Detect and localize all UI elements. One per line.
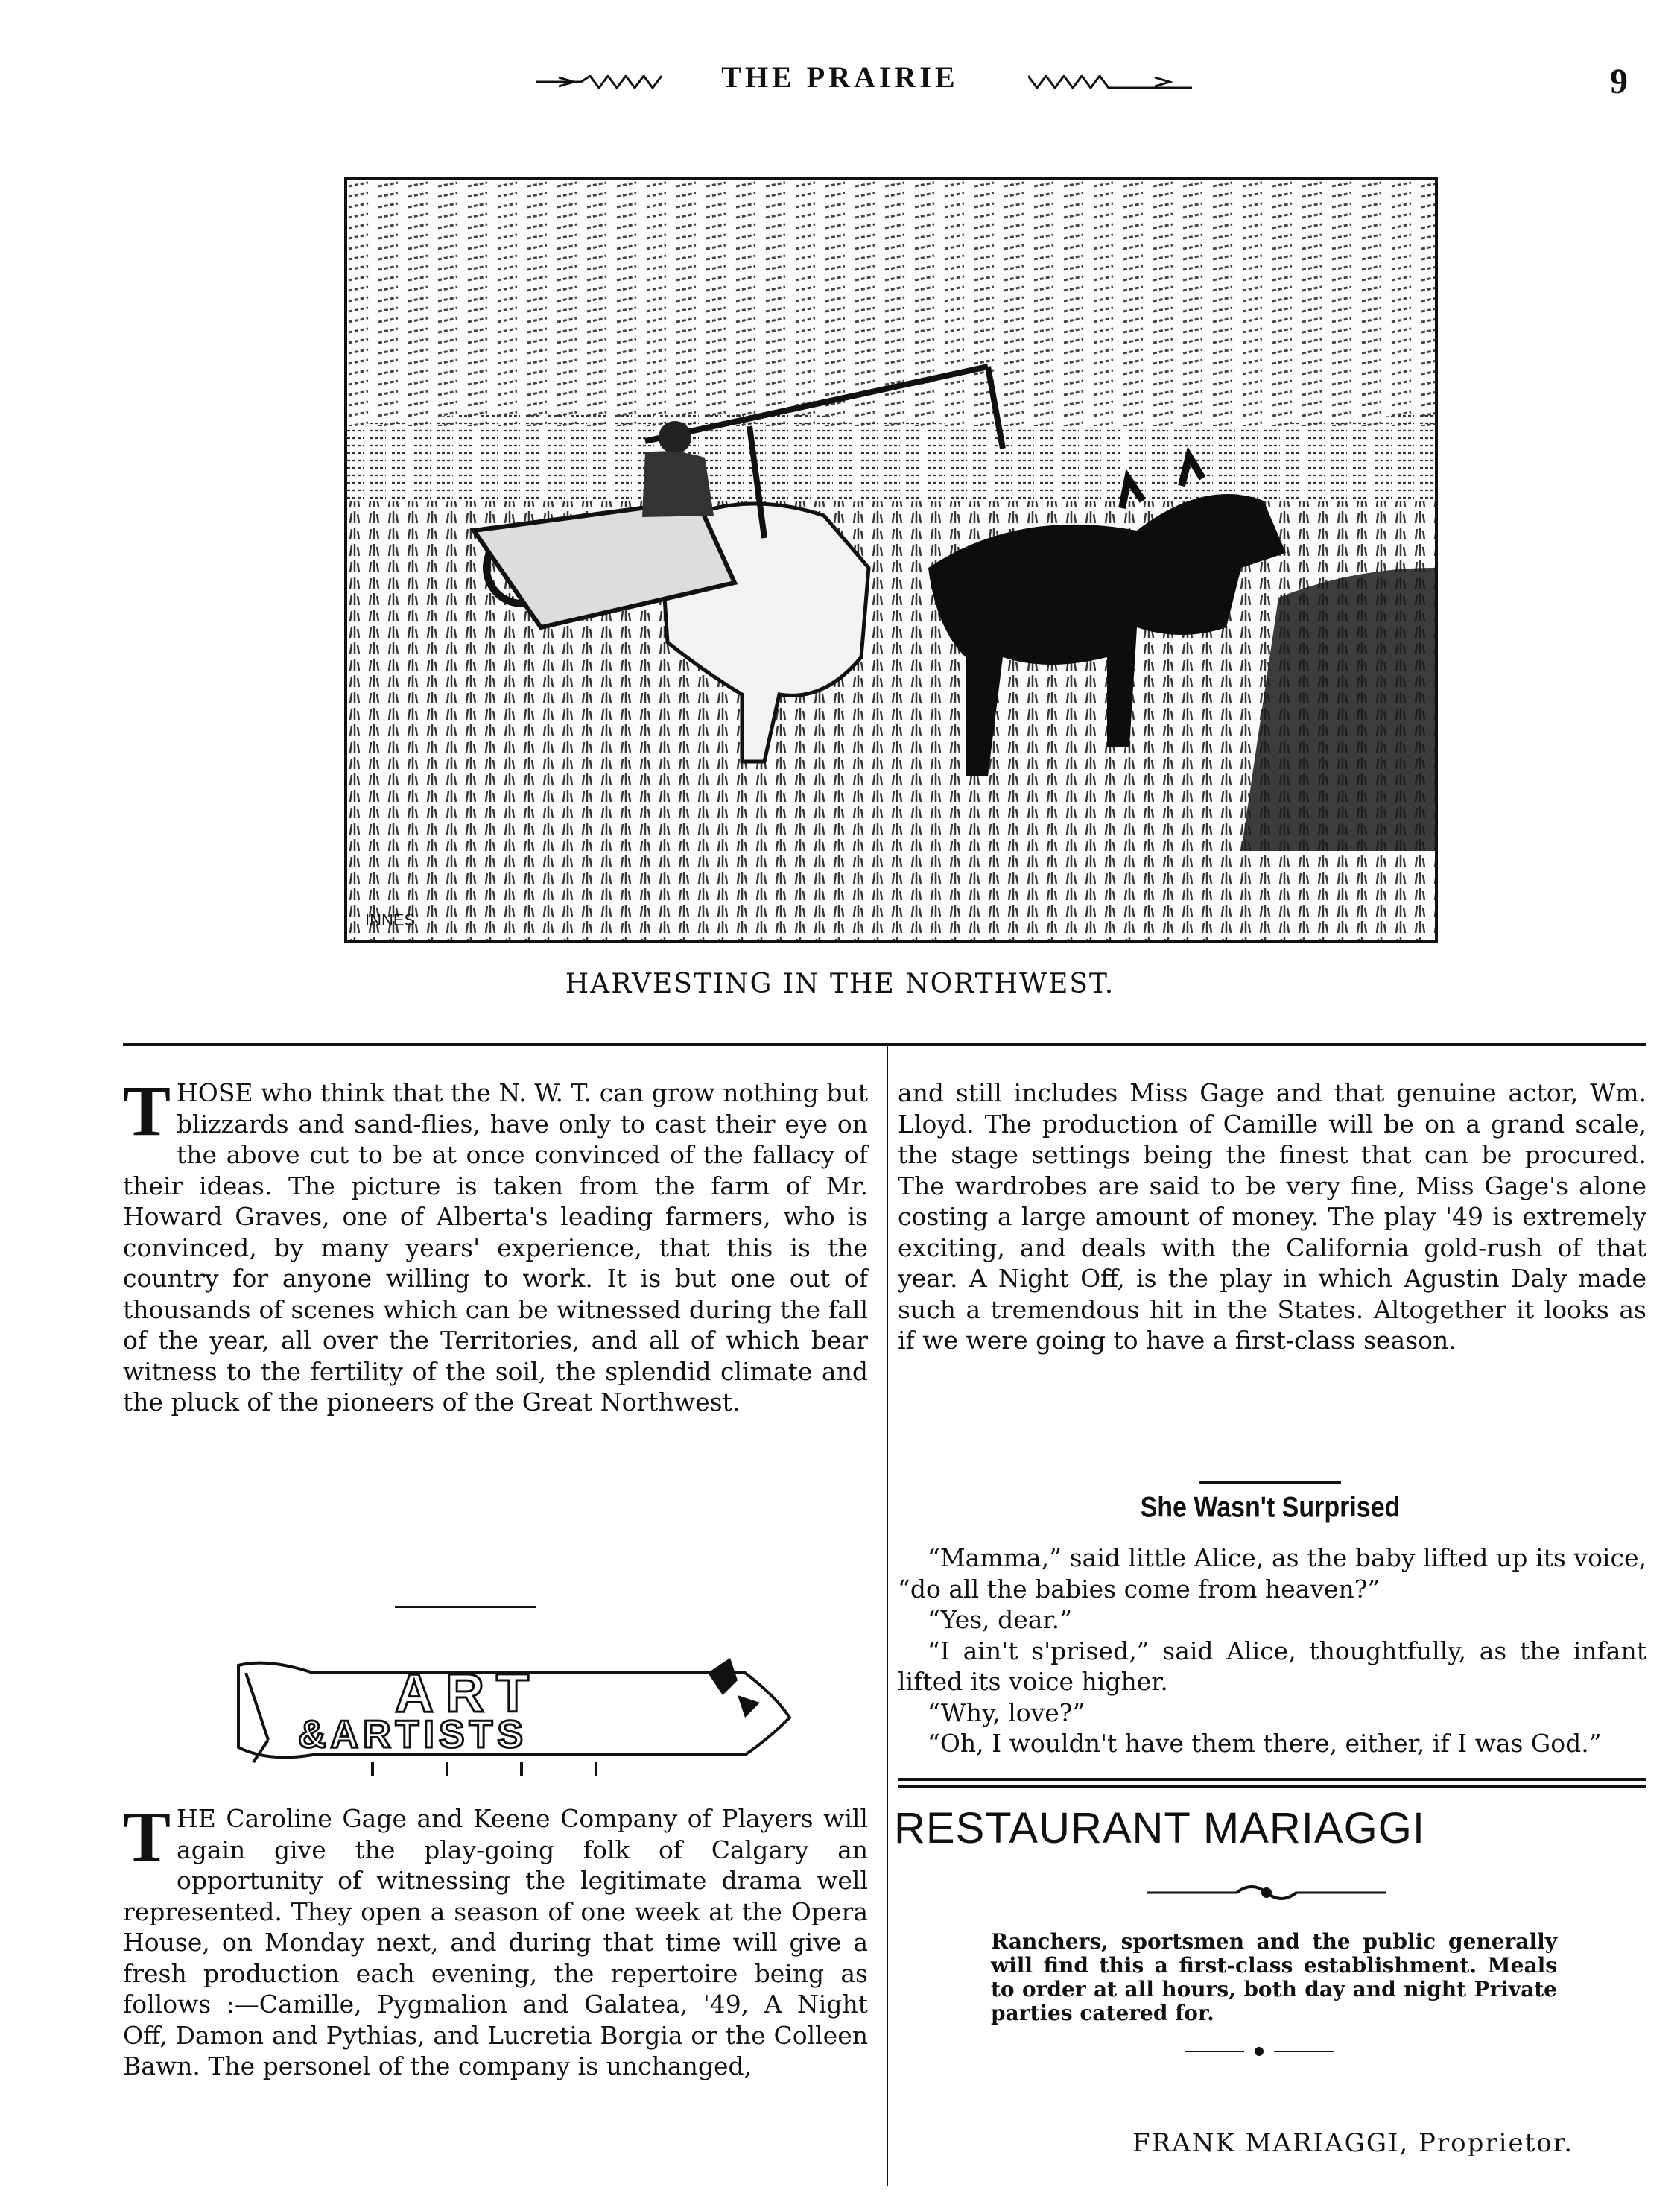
masthead: [0, 60, 1680, 104]
masthead-title: THE PRAIRIE: [721, 60, 959, 94]
banner-artists-text: &ARTISTS: [298, 1713, 527, 1756]
story-line: “Mamma,” said little Alice, as the baby lifted up its voice, “do all the babies come from heaven?”: [898, 1543, 1646, 1604]
advert-ornament: [1147, 1878, 1386, 1908]
story-heading: She Wasn't Surprised: [1140, 1491, 1401, 1524]
article-gage-keene-company: [123, 1797, 868, 2082]
advert-divider-top: [898, 1778, 1646, 1781]
story-line: “Why, love?”: [928, 1697, 1085, 1727]
art-and-artists-banner: [224, 1651, 805, 1777]
caption-divider: [123, 1043, 1646, 1046]
drop-cap: T: [123, 1797, 171, 1876]
column-divider: [887, 1046, 888, 2186]
story-line: “I ain't s'prised,” said Alice, thoughtfully, as the infant lifted its voice higher.: [898, 1636, 1646, 1696]
article-continuation: [898, 1077, 1646, 1356]
harvest-illustration: [344, 177, 1438, 943]
artist-signature: INNES: [365, 911, 416, 929]
figure-caption: HARVESTING IN THE NORTHWEST.: [565, 969, 1115, 999]
story-line: “Yes, dear.”: [928, 1605, 1072, 1634]
article-gage-body: HE Caroline Gage and Keene Company of Players will again give the play-going folk of Calgary an opportunity of witnessing the legitimate drama well represented. They open a season of one week at the Opera House, on Monday next, and during that time will give a fresh production each evening, the repertoire being as follows :—Camille, Pygmalion and Galatea, '49, A Night Off, Damon and Pythias, and Lucretia Borgia or the Colleen Bawn. The personel of the company is unchanged,: [123, 1804, 868, 2080]
advert-body: Ranchers, sportsmen and the public generally will find this a first-class establishment. Meals to order at all hours, both day and night Private parties catered for.: [991, 1929, 1557, 2025]
article-nwt-farming: [123, 1071, 868, 1418]
page-number: 9: [1610, 62, 1628, 101]
article-nwt-body: HOSE who think that the N. W. T. can grow nothing but blizzards and sand-flies, have only to cast their eye on the above cut to be at once convinced of the fallacy of their ideas. The picture is taken from the farm of Mr. Howard Graves, one of Alberta's leading farmers, who is convinced, by many years' experience, that this is the country for anyone willing to work. It is but one out of thousands of scenes which can be witnessed during the fall of the year, all over the Territories, and all of which bear witness to the fertility of the soil, the splendid climate and the pluck of the pioneers of the Great Northwest.: [123, 1078, 868, 1417]
story-she-wasnt-surprised: [898, 1542, 1646, 1759]
masthead-ornament-right: [1028, 73, 1192, 91]
advert-signature: FRANK MARIAGGI, Proprietor.: [1132, 2128, 1574, 2158]
advert-ornament-small: [1185, 2043, 1334, 2060]
drop-cap: T: [123, 1071, 171, 1151]
section-divider: [1199, 1481, 1341, 1484]
advert-title: RESTAURANT MARIAGGI: [894, 1804, 1425, 1852]
banner-art-text: ART: [395, 1664, 541, 1724]
harvest-engraving: [347, 180, 1435, 940]
story-line: “Oh, I wouldn't have them there, either, if I was God.”: [928, 1729, 1602, 1758]
continuation-body: and still includes Miss Gage and that genuine actor, Wm. Lloyd. The production of Camille will be on a grand scale, the stage settings being the finest that can be procured. The wardrobes are said to be very fine, Miss Gage's alone costing a large amount of money. The play '49 is extremely exciting, and deals with the California gold-rush of that year. A Night Off, is the play in which Agustin Daly made such a tremendous hit in the States. Altogether it looks as if we were going to have a first-class season.: [898, 1078, 1646, 1355]
advert-divider-bottom: [898, 1785, 1646, 1788]
section-divider: [395, 1606, 536, 1608]
